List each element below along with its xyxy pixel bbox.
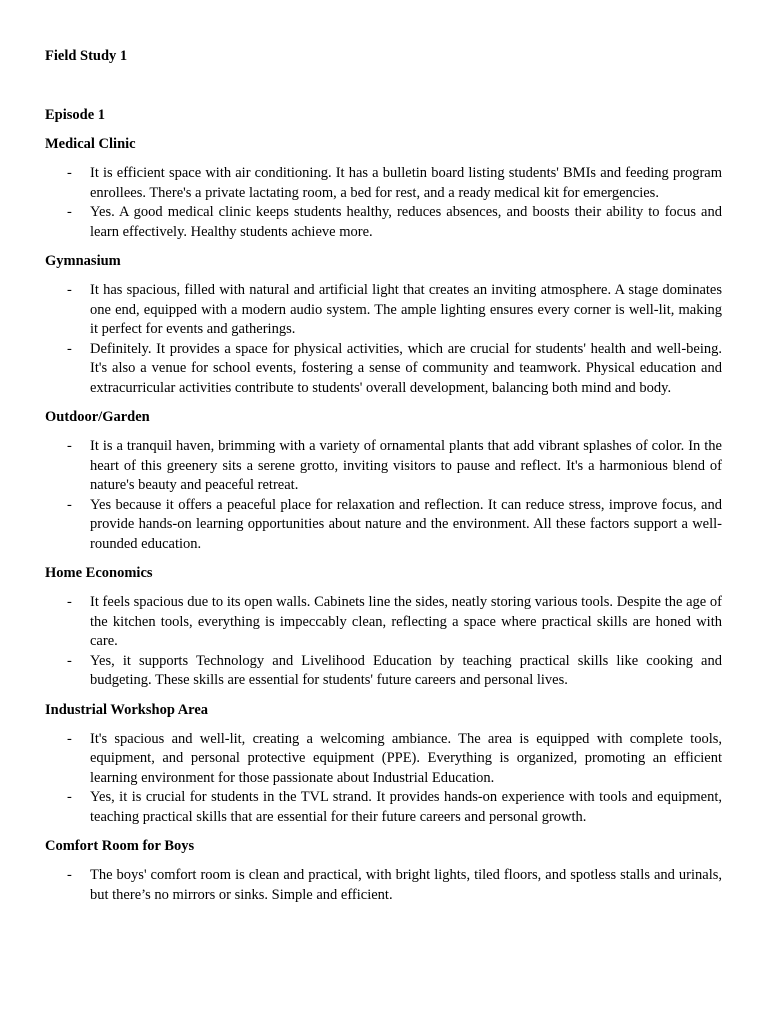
bullet-dash: - [67,867,72,883]
bullet-dash: - [67,282,72,298]
list-item-text: It feels spacious due to its open walls. Cabinets line the sides, neatly storing various tools. Despite the age of the kitchen tools, everything is impeccably clean, reflecting a space where practical skills are honed with care. [90,594,722,649]
section [45,563,722,691]
list-item [45,203,722,242]
bullet-list [45,164,722,242]
bullet-dash: - [67,789,72,805]
list-item-text: It is a tranquil haven, brimming with a variety of ornamental plants that add vibrant splashes of color. In the heart of this greenery sits a serene grotto, inviting visitors to pause and reflect. It's a harmonious blend of nature's beauty and peaceful retreat. [90,438,722,493]
bullet-dash: - [67,652,72,669]
bullet-list [45,866,722,905]
list-item [45,281,722,340]
section [45,836,722,905]
bullet-list [45,281,722,398]
section [45,700,722,828]
episode-heading: Episode 1 [45,107,106,123]
list-item [45,340,722,399]
section [45,134,722,242]
list-item [45,164,722,203]
section-heading: Medical Clinic [45,136,136,152]
list-item-text: It is efficient space with air conditioning. It has a bulletin board listing students' BMIs and feeding program enrollees. There's a private lactating room, a bed for rest, and a ready medical kit for emergencies. [90,165,722,201]
bullet-dash: - [67,438,72,454]
list-item-text: Yes, it supports Technology and Livelihood Education by teaching practical skills like cooking and budgeting. These skills are essential for students' future careers and personal lives. [90,652,722,688]
bullet-dash: - [67,204,72,220]
bullet-dash: - [67,340,72,357]
document-page [45,46,722,905]
section [45,251,722,398]
list-item [45,593,722,652]
section-heading: Comfort Room for Boys [45,838,195,854]
list-item [45,730,722,789]
list-item [45,652,722,691]
section-heading: Home Economics [45,565,153,581]
section [45,407,722,554]
section-heading: Industrial Workshop Area [45,701,209,718]
list-item-text: It's spacious and well-lit, creating a welcoming ambiance. The area is equipped with complete tools, equipment, and personal protective equipment (PPE). Everything is organized, promoting an efficient learning environment for those passionate about Industrial Education. [90,730,722,786]
list-item [45,866,722,905]
list-item [45,437,722,496]
bullet-list [45,593,722,691]
list-item [45,496,722,555]
bullet-list [45,437,722,554]
list-item-text: Yes. A good medical clinic keeps students healthy, reduces absences, and boosts their ability to focus and learn effectively. Healthy students achieve more. [90,204,722,240]
section-heading: Outdoor/Garden [45,409,150,425]
list-item-text: The boys' comfort room is clean and practical, with bright lights, tiled floors, and spotless stalls and urinals, but there’s no mirrors or sinks. Simple and efficient. [90,867,722,903]
list-item-text: It has spacious, filled with natural and artificial light that creates an inviting atmosphere. A stage dominates one end, equipped with a modern audio system. The ample lighting ensures every corner is well-lit, making it perfect for events and gatherings. [90,282,722,337]
section-heading: Gymnasium [45,253,121,269]
bullet-dash: - [67,496,72,513]
bullet-dash: - [67,165,72,181]
list-item [45,788,722,827]
list-item-text: Yes, it is crucial for students in the TVL strand. It provides hands-on experience with tools and equipment, teaching practical skills that are essential for their future careers and personal growth. [90,789,722,825]
bullet-dash: - [67,594,72,610]
list-item-text: Yes because it offers a peaceful place for relaxation and reflection. It can reduce stress, improve focus, and provide hands-on learning opportunities about nature and the environment. All these factors support a well-rounded education. [90,496,722,552]
bullet-list [45,730,722,828]
sections-container [45,134,722,905]
bullet-dash: - [67,730,72,747]
list-item-text: Definitely. It provides a space for physical activities, which are crucial for students' health and well-being. It's also a venue for school events, fostering a sense of community and teamwork. Physical education and extracurricular activities contribute to students' overall development, balancing both mind and body. [90,340,722,396]
document-title: Field Study 1 [45,48,128,64]
